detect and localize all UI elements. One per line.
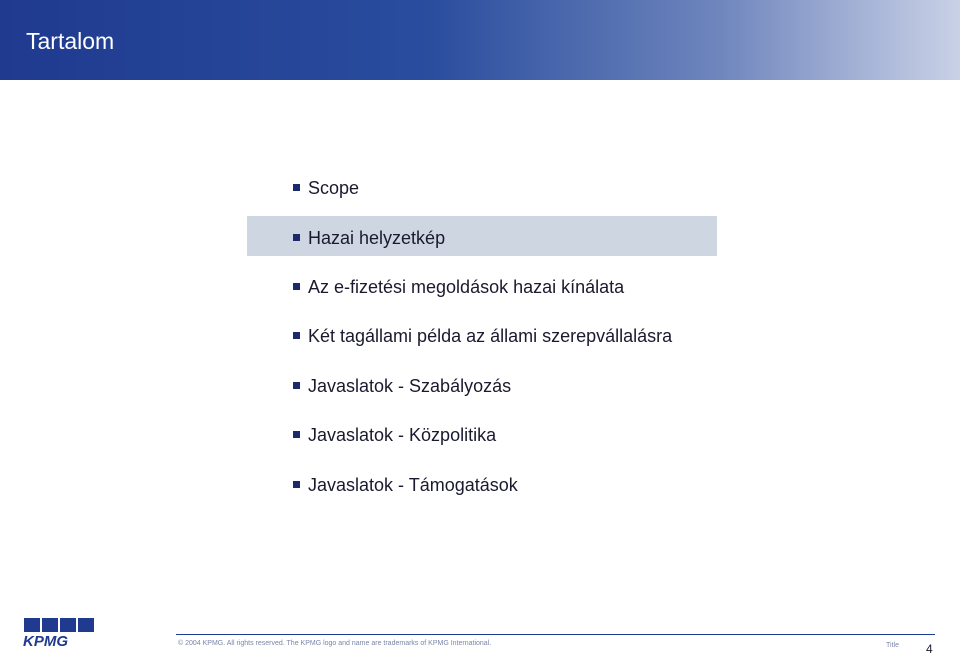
toc-item-javaslatok-tamogatasok[interactable] <box>293 473 518 497</box>
toc-item-javaslatok-kozpolitika[interactable] <box>293 423 496 447</box>
toc-item-label: Javaslatok - Támogatások <box>308 474 518 495</box>
square-bullet-icon <box>293 234 300 241</box>
logo-text: KPMG <box>23 633 68 648</box>
square-bullet-icon <box>293 382 300 389</box>
square-bullet-icon <box>293 184 300 191</box>
toc-item-hazai-helyzetkep[interactable] <box>293 226 445 250</box>
toc-item-label: Két tagállami példa az állami szerepvállalásra <box>308 325 673 346</box>
square-bullet-icon <box>293 283 300 290</box>
toc-item-javaslatok-szabalyozas[interactable] <box>293 374 511 398</box>
copyright-notice: © 2004 KPMG. All rights reserved. The KPMG logo and name are trademarks of KPMG International. <box>178 640 492 647</box>
footer-divider <box>176 634 935 635</box>
toc-item-label: Az e-fizetési megoldások hazai kínálata <box>308 276 625 297</box>
square-bullet-icon <box>293 431 300 438</box>
square-bullet-icon <box>293 481 300 488</box>
toc-item-label: Hazai helyzetkép <box>308 227 446 248</box>
toc-item-ket-tagallami-pelda[interactable] <box>293 324 672 348</box>
toc-item-label: Javaslatok - Közpolitika <box>308 424 497 445</box>
toc-item-e-fizetesi-megoldasok[interactable] <box>293 275 624 299</box>
page-title: Tartalom <box>26 28 115 54</box>
page-number: 4 <box>926 642 933 656</box>
toc-item-label: Javaslatok - Szabályozás <box>308 375 512 396</box>
footer-title-label: Title <box>886 642 899 649</box>
toc-item-scope[interactable] <box>293 176 359 200</box>
kpmg-logo <box>22 618 94 648</box>
square-bullet-icon <box>293 332 300 339</box>
header-bar <box>0 0 960 80</box>
toc-item-label: Scope <box>308 177 360 198</box>
